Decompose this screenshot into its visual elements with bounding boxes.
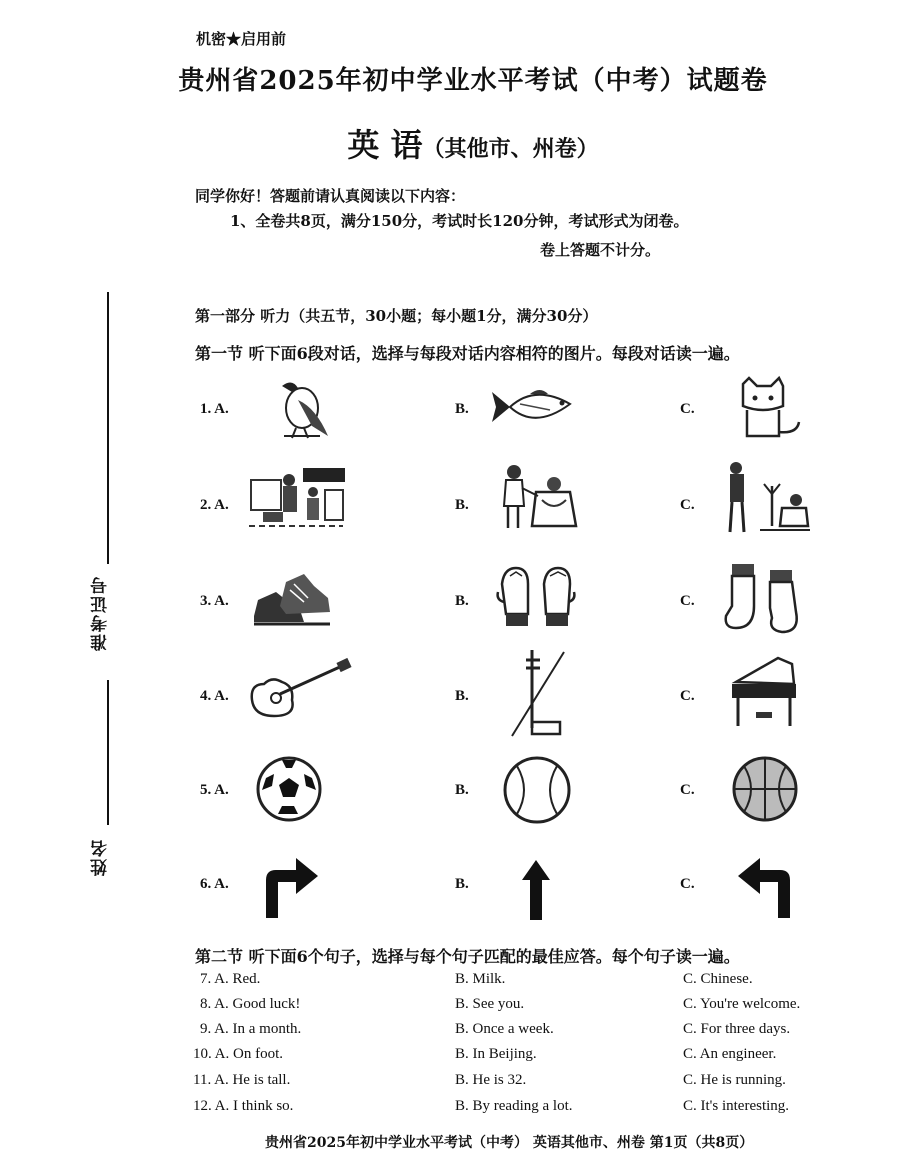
bird-icon [272,378,334,440]
question-12-option-c: C. It's interesting. [683,1098,790,1114]
part1-heading: 第一部分 听力（共五节，30小题；每小题1分，满分30分） [195,307,598,325]
exam-no-line [107,292,109,564]
baseball-icon [503,756,571,824]
question-6-c-label: C. [680,876,695,892]
section1-heading: 第一节 听下面6段对话，选择与每段对话内容相符的图片。每段对话读一遍。 [195,344,740,363]
confidential-mark: 机密★启用前 [196,30,287,48]
question-12-option-a: 12. A. I think so. [193,1098,294,1114]
notice-item-1-cont: 卷上答题不计分。 [540,241,661,259]
basketball-icon [732,756,798,822]
page-footer: 贵州省2025年初中学业水平考试（中考） 英语其他市、州卷 第1页（共8页） [265,1135,754,1151]
question-1-b-label: B. [455,401,469,417]
guitar-icon [248,660,352,720]
question-9-option-c: C. For three days. [683,1021,791,1037]
question-10-option-b: B. In Beijing. [455,1046,537,1062]
question-10-option-a: 10. A. On foot. [193,1046,283,1062]
question-4-a-label: 4. A. [200,688,229,704]
exam-title: 贵州省2025年初中学业水平考试（中考）试题卷 [178,66,768,96]
question-4-b-label: B. [455,688,469,704]
question-2-c-label: C. [680,497,695,513]
notice-item-1: 1、全卷共8页，满分150分，考试时长120分钟，考试形式为闭卷。 [230,212,689,230]
question-11-option-a: 11. A. He is tall. [193,1072,291,1088]
question-2-a-label: 2. A. [200,497,229,513]
question-1-c-label: C. [680,401,695,417]
question-9-option-a: 9. A. In a month. [200,1021,302,1037]
question-8-option-c: C. You're welcome. [683,996,801,1012]
turn-right-arrow-icon [262,856,320,920]
question-5-b-label: B. [455,782,469,798]
exam-no-label: 准考证号 [91,575,111,651]
question-3-a-label: 3. A. [200,593,229,609]
question-11-option-b: B. He is 32. [455,1072,527,1088]
erhu-icon [508,648,570,740]
straight-arrow-icon [520,858,552,922]
question-7-option-a: 7. A. Red. [200,971,261,987]
socks-icon [722,562,808,634]
question-5-a-label: 5. A. [200,782,229,798]
question-4-c-label: C. [680,688,695,704]
question-8-option-a: 8. A. Good luck! [200,996,301,1012]
name-line [107,680,109,825]
subject-main: 英 语 [347,126,423,164]
question-2-b-label: B. [455,497,469,513]
question-9-option-b: B. Once a week. [455,1021,554,1037]
sneakers-icon [250,570,334,630]
question-6-b-label: B. [455,876,469,892]
subject-title [0,120,906,166]
question-5-c-label: C. [680,782,695,798]
turn-left-arrow-icon [738,856,794,920]
subject-sub: （其他市、州卷） [422,136,599,162]
name-label: 姓名 [91,838,111,876]
question-7-option-b: B. Milk. [455,971,506,987]
question-11-option-c: C. He is running. [683,1072,786,1088]
planting-tree-icon [720,460,812,536]
question-3-c-label: C. [680,593,695,609]
question-7-option-c: C. Chinese. [683,971,753,987]
gloves-icon [496,564,576,632]
people-gathering-icon [245,466,347,536]
fish-icon [490,382,582,432]
question-8-option-b: B. See you. [455,996,525,1012]
question-10-option-c: C. An engineer. [683,1046,777,1062]
notice-heading: 同学你好！答题前请认真阅读以下内容： [195,187,466,205]
question-1-a-label: 1. A. [200,401,229,417]
section2-heading: 第二节 听下面6个句子，选择与每个句子匹配的最佳应答。每个句子读一遍。 [195,947,740,966]
question-3-b-label: B. [455,593,469,609]
question-6-a-label: 6. A. [200,876,229,892]
cat-icon [737,376,803,440]
visiting-elder-icon [496,462,580,534]
question-12-option-b: B. By reading a lot. [455,1098,573,1114]
soccer-ball-icon [256,756,322,822]
piano-icon [728,654,800,730]
